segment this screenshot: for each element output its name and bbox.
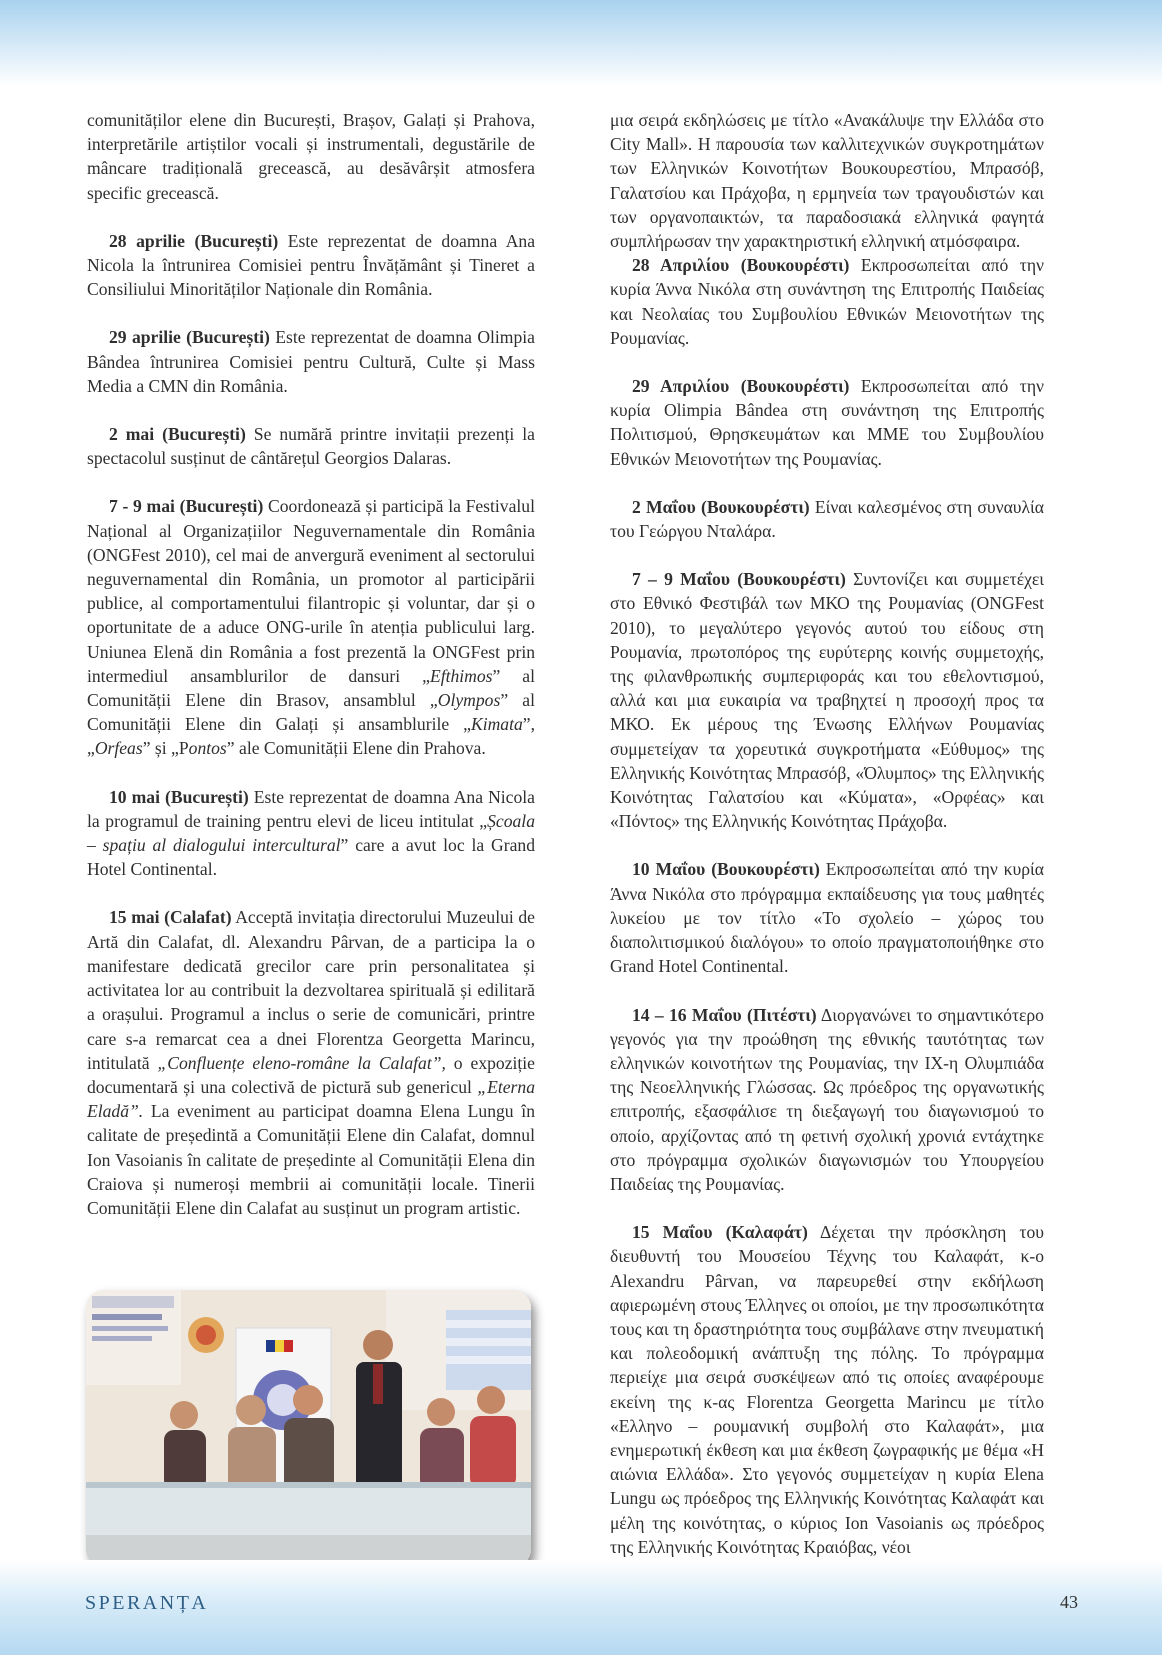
event-date: 28 aprilie (București)	[109, 230, 279, 251]
paragraph	[610, 567, 1044, 833]
text-run: ”, „	[87, 714, 535, 759]
event-photo	[86, 1290, 531, 1567]
event-date: 15 mai (Calafat)	[109, 907, 232, 928]
text-run: Este reprezentat de doamna Ana Nicola la întrunirea Comisiei pentru Învățământ și Tineret a Consiliului Minorităților Naționale din România.	[87, 230, 536, 300]
text-run: „Eterna Eladă”.	[87, 1076, 535, 1122]
paragraph	[610, 1220, 1044, 1559]
page-number: 43	[1060, 1592, 1078, 1612]
paragraph	[87, 325, 535, 398]
event-date: 15 Μαΐου (Καλαφάτ)	[632, 1222, 808, 1243]
left-text-column	[87, 108, 535, 1220]
text-run: La eveniment au participat doamna Elena Lungu în calitate de președintă a Comunității Elene din Calafat, domnul Ion Vasoianis în calitate de președinte al Comunității Elena din Craiova și numeroși membrii ai comunității locale. Tinerii Comunității Elene din Calafat au susținut un program artistic.	[87, 1101, 535, 1218]
event-date: 29 aprilie (București)	[109, 327, 270, 348]
paragraph	[610, 108, 1044, 253]
text-run: Δέχεται την πρόσκληση του διευθυντή του Μουσείου Τέχνης του Καλαφάτ, κ-ο Alexandru Pârvan, να παρευρεθεί στην εκδήλωση αφιερωμένη στους Έλληνες οι οποίοι, με την προσωπικότητα τους και τη δραστηριότητα τους συμβάλανε στην πνευματική και πολεοδομική ανάπτυξη της πόλης. Το πρόγραμμα περιείχε μια σειρά συσκέψεων από τις οποίες αναφέρουμε εκείνη της κ-ας Florentza Georgetta Marincu με τίτλο «Ελληνο – ρουμανική συμβολή στο Καλαφάτ», μια ενημερωτική έκθεση και μια έκθεση ζωγραφικής με θέμα «Η αιώνια Ελλάδα». Στο γεγονός συμμετείχαν η κυρία Elena Lungu ως πρόεδρος της Ελληνικής Κοινότητας Καλαφάτ και μέλη της κοινότητας, ο κύριος Ion Vasoianis ως πρόεδρος της Ελληνικής Κοινότητας Κραιόβας, νέοι	[610, 1222, 1044, 1557]
paragraph	[610, 1003, 1044, 1197]
text-run: ” care a avut loc la Grand Hotel Continental.	[87, 835, 535, 880]
event-date: 10 Μαΐου (Βουκουρέστι)	[632, 859, 820, 880]
text-run: Εκπροσωπείται από την κυρία Olimpia Bândea στη συνάντηση της Επιτροπής Πολιτισμού, Θρησκευμάτων και ΜΜΕ του Συμβουλίου Εθνικών Μειονοτήτων της Ρουμανίας.	[610, 376, 1044, 469]
text-run: Διοργανώνει το σημαντικότερο γεγονός για την προώθηση της εθνικής ταυτότητας των ελληνικών κοινοτήτων της Ρουμανίας, την ΙΧ-η Ολυμπιάδα της Νεοελληνικής Γλώσσας. Ως πρόεδρος της οργανωτικής επιτροπής, εξασφάλισε τη διεξαγωγή του διαγωνισμού το οποίο, αρχίζοντας από τη φετινή σχολική χρονιά εντάχτηκε στο πρόγραμμα σχολικών διαγωνισμών του Υπουργείου Παιδείας της Ρουμανίας.	[610, 1004, 1044, 1194]
text-run: ” al Comunității Elene din Galați și ansamblurile „	[87, 690, 536, 735]
text-run: Este reprezentat de doamna Olimpia Bândea întrunirea Comisiei pentru Cultură, Culte și Mass Media a CMN din România.	[87, 327, 535, 396]
paragraph	[610, 253, 1044, 350]
text-run: Εκπροσωπείται από την κυρία Άννα Νικόλα στο πρόγραμμα εκπαίδευσης για τους μαθητές λυκείου με τον τίτλο «Το σχολείο – χώρος του διαπολιτισμικού διαλόγου» το οποίο πραγματοποιήθηκε στο Grand Hotel Continental.	[610, 859, 1044, 977]
event-date: 29 Απριλίου (Βουκουρέστι)	[632, 376, 850, 397]
event-date: 7 - 9 mai (București)	[109, 496, 264, 517]
text-run: Este reprezentat de doamna Ana Nicola la programul de training pentru elevi de liceu intitulat „	[87, 786, 535, 831]
text-run: ” și „P	[142, 738, 189, 759]
text-run: Acceptă invitația directorului Muzeului de Artă din Calafat, dl. Alexandru Pârvan, de a participa la o manifestare dedicată grecilor care prin personalitatea și activitatea lor au contribuit la dezvoltarea spirituală și edilitară a orașului. Programul a inclus o serie de comunicări, printre care s-a remarcat cea a dnei Florentza Georgetta Marincu, intitulată	[87, 907, 535, 1073]
paragraph	[610, 374, 1044, 471]
publication-title: SPERANȚA	[85, 1592, 209, 1614]
text-run: Efthimos	[429, 665, 493, 686]
text-run: Olympos	[437, 690, 501, 711]
paragraph	[610, 495, 1044, 543]
text-run: Kimata	[470, 714, 523, 735]
text-run: ” al Comunității Elene din Brasov, ansamblul „	[87, 665, 535, 711]
text-run: μια σειρά εκδηλώσεις με τίτλο «Ανακάλυψε την Ελλάδα στο City Mall». Η παρουσία των καλλιτεχνικών συγκροτημάτων των Ελληνικών Κοινοτήτων Βουκουρεστίου, Μπρασόβ, Γαλατσίου και Πράχοβα, η ερμηνεία των τραγουδιστών και των οργανοπαικτών, τα παραδοσιακά ελληνικά φαγητά συμπλήρωσαν την χαρακτηριστική ελληνική ατμόσφαιρα.	[610, 110, 1044, 252]
text-run: Coordonează și participă la Festivalul Național al Organizațiilor Neguvernamentale din România (ONGFest 2010), cel mai de anvergură eveniment al sectorului neguvernamental din România, un promotor al participării publice, al comportamentului filantropic și voluntar, dar și o oportunitate de a aduce ONG-urile în atenția publicului larg. Uniunea Elenă din România a fost prezentă la ONGFest prin intermediul ansamblurilor de dansuri „	[87, 496, 535, 686]
event-date: 28 Απριλίου (Βουκουρέστι)	[632, 255, 850, 276]
paragraph	[87, 785, 535, 882]
text-run: Είναι καλεσμένος στη συναυλία του Γεώργου Νταλάρα.	[610, 496, 1044, 542]
paragraph	[87, 422, 535, 470]
text-run: Συντονίζει και συμμετέχει στο Εθνικό Φεστιβάλ των ΜΚΟ της Ρουμανίας (ONGFest 2010), το μεγαλύτερο γεγονός αυτού του είδους στη Ρουμανία, πρωτοπόρος της ευρύτερης κοινής συμμετοχής, της φιλανθρωπικής συμπεριφοράς και του εθελοντισμού, αλλά και μια ευκαιρία να τραβηχτεί η προσοχή προς τα ΜΚΟ. Εκ μέρους της Ένωσης Ελλήνων Ρουμανίας συμμετείχαν τα χορευτικά συγκροτήματα «Εύθυμος» της Ελληνικής Κοινότητας Μπρασόβ, «Όλυμπος» της Ελληνικής Κοινότητας Γαλατσίου και «Κύματα», «Ορφέας» και «Πόντος» της Ελληνικής Κοινότητας Πράχοβα.	[610, 569, 1045, 832]
text-run: Se numără printre invitații prezenți la spectacolul susținut de cântărețul Georgios Dalaras.	[87, 424, 535, 469]
paragraph	[87, 905, 535, 1220]
text-run: o expoziție documentară și una colectivă de pictură sub genericul	[87, 1052, 535, 1097]
event-date: 14 – 16 Μαΐου (Πιτέστι)	[632, 1004, 817, 1025]
paragraph	[87, 108, 535, 205]
text-run: comunităților elene din București, Brașov, Galați și Prahova, interpretările artiștilor vocali și instrumentali, degustările de mâncare tradițională grecească, au desăvârșit atmosfera specific grecească.	[87, 110, 535, 203]
text-run: Școala – spațiu al dialogului intercultural	[87, 810, 535, 856]
paragraph	[87, 229, 535, 302]
text-run: Orfeas	[94, 738, 143, 759]
event-date: 7 – 9 Μαΐου (Βουκουρέστι)	[632, 569, 846, 590]
event-date: 2 Μαΐου (Βουκουρέστι)	[632, 496, 810, 517]
paragraph	[87, 494, 535, 760]
event-date: 2 mai (București)	[109, 424, 246, 445]
text-run: Εκπροσωπείται από την κυρία Άννα Νικόλα στη συνάντηση της Επιτροπής Παιδείας και Νεολαίας του Συμβουλίου Εθνικών Μειονοτήτων της Ρουμανίας.	[610, 255, 1044, 348]
header-gradient-band	[0, 0, 1162, 86]
text-run: ” ale Comunității Elene din Prahova.	[226, 738, 486, 759]
text-run: ontos	[188, 738, 227, 759]
text-run: „Confluențe eleno-române la Calafat”,	[157, 1052, 446, 1073]
event-date: 10 mai (București)	[109, 786, 249, 807]
right-text-column	[610, 108, 1044, 1559]
paragraph	[610, 857, 1044, 978]
